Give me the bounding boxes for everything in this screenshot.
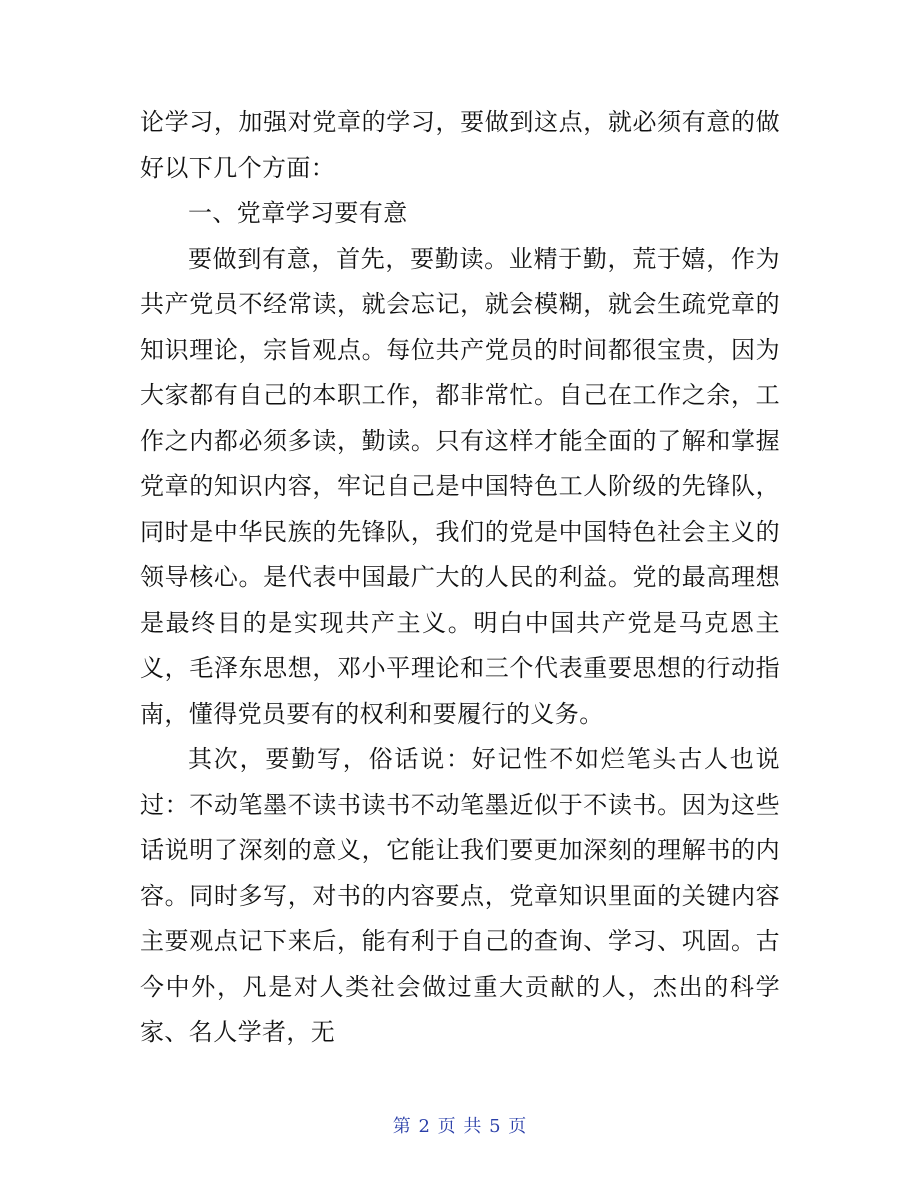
paragraph-1: 论学习，加强对党章的学习，要做到这点，就必须有意的做好以下几个方面： <box>140 108 780 182</box>
document-body <box>140 100 780 1056</box>
paragraph-2: 要做到有意，首先，要勤读。业精于勤，荒于嬉，作为共产党员不经常读，就会忘记，就会模糊，就会生疏党章的知识理论，宗旨观点。每位共产党员的时间都很宝贵，因为大家都有自己的本职工作，都非常忙。自己在工作之余，工作之内都必须多读，勤读。只有这样才能全面的了解和掌握党章的知识内容，牢记自己是中国特色工人阶级的先锋队，同时是中华民族的先锋队，我们的党是中国特色社会主义的领导核心。是代表中国最广大的人民的利益。党的最高理想是最终目的是实现共产主义。明白中国共产党是马克恩主义，毛泽东思想，邓小平理论和三个代表重要思想的行动指南，懂得党员要有的权利和要履行的义务。 <box>140 244 780 728</box>
section-heading: 一、党章学习要有意 <box>188 199 408 227</box>
paragraph-3: 其次，要勤写，俗话说：好记性不如烂笔头古人也说过：不动笔墨不读书读书不动笔墨近似于不读书。因为这些话说明了深刻的意义，它能让我们要更加深刻的理解书的内容。同时多写，对书的内容要点，党章知识里面的关键内容主要观点记下来后，能有利于自己的查询、学习、巩固。古今中外，凡是对人类社会做过重大贡献的人，杰出的科学家、名人学者，无 <box>140 745 780 1046</box>
page-number-footer: 第 2 页 共 5 页 <box>392 1116 528 1137</box>
